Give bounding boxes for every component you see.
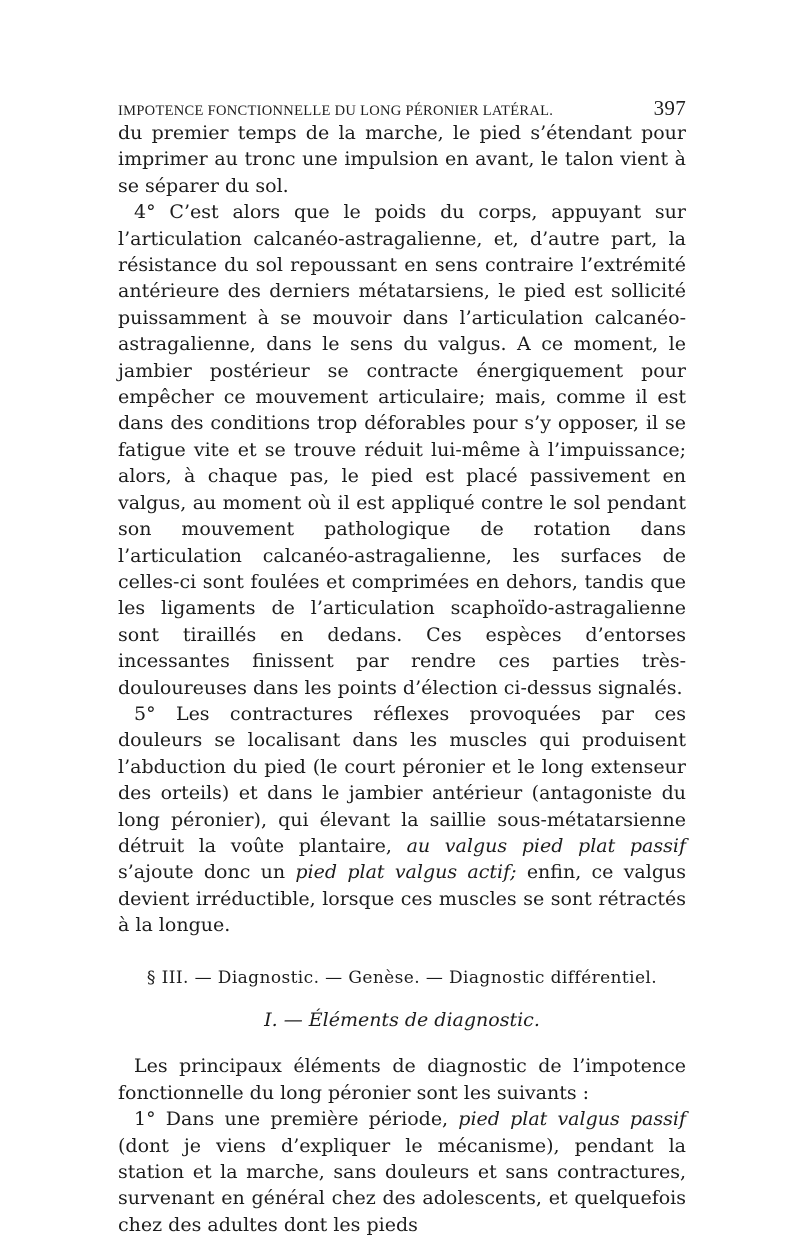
point-1-italic: pied plat valgus passif xyxy=(458,1108,686,1131)
point-5-text-b: s’ajoute donc un xyxy=(118,861,286,884)
point-1-text-a: 1° Dans une première période, xyxy=(134,1108,449,1131)
subsection-heading-text: I. — Éléments de diagnostic. xyxy=(264,1009,540,1031)
paragraph-continuation: du premier temps de la marche, le pied s’étendant pour imprimer au tronc une impulsion en avant, le talon vient à se séparer du sol. xyxy=(118,122,686,197)
paragraph-point-5 xyxy=(118,701,686,939)
section-heading: § III. — Diagnostic. — Genèse. — Diagnostic différentiel. xyxy=(146,967,658,988)
point-5-italic-b: pied plat valgus actif; xyxy=(295,861,517,884)
point-5-text-c: enfin, ce valgus devient irréductible, lorsque ces muscles se sont rétractés à la longue. xyxy=(118,861,686,937)
point-5-text-a: 5° Les contractures réflexes provoquées par ces douleurs se localisant dans les muscles qui produisent l’abduction du pied (le court péronier et le long extenseur des orteils) et dans le jambier antérieur (antagoniste du long péronier), qui élevant la saillie sous-métatarsienne détruit la voûte plantaire, xyxy=(118,702,686,857)
subsection-heading xyxy=(118,1007,686,1033)
page-number: 397 xyxy=(653,96,686,120)
paragraph-point-4: 4° C’est alors que le poids du corps, appuyant sur l’articulation calcanéo-astragalienne, et, d’autre part, la résistance du sol repoussant en sens contraire l’extrémité antérieure des derniers métatarsiens, le pied est sollicité puissamment à se mouvoir dans l’articulation calcanéo-astragalienne, dans le sens du valgus. A ce moment, le jambier postérieur se contracte énergiquement pour empêcher ce mouvement articulaire; mais, comme il est dans des conditions trop déforables pour s’y opposer, il se fatigue vite et se trouve réduit lui-même à l’impuissance; alors, à chaque pas, le pied est placé passivement en valgus, au moment où il est appliqué contre le sol pendant son mouvement pathologique de rotation dans l’articulation calcanéo-astragalienne, les surfaces de celles-ci sont foulées et comprimées en dehors, tandis que les ligaments de l’articulation scaphoïdo-astragalienne sont tiraillés en dedans. Ces espèces d’entorses incessantes finissent par rendre ces parties très-douloureuses dans les points d’élection ci-dessus signalés. xyxy=(118,201,686,699)
point-1-text-b: (dont je viens d’expliquer le mécanisme), pendant la station et la marche, sans douleurs et sans contractures, survenant en général chez des adolescents, et quelquefois chez des adultes dont les pieds xyxy=(118,1134,686,1236)
paragraph-point-1 xyxy=(118,1106,686,1238)
running-title: IMPOTENCE FONCTIONNELLE DU LONG PÉRONIER LATÉRAL. xyxy=(118,103,554,119)
point-5-italic-a: au valgus pied plat passif xyxy=(406,834,686,857)
body-text xyxy=(118,120,686,1238)
running-head xyxy=(118,96,686,121)
paragraph-intro: Les principaux éléments de diagnostic de l’impotence fonctionnelle du long péronier sont les suivants : xyxy=(118,1055,686,1104)
